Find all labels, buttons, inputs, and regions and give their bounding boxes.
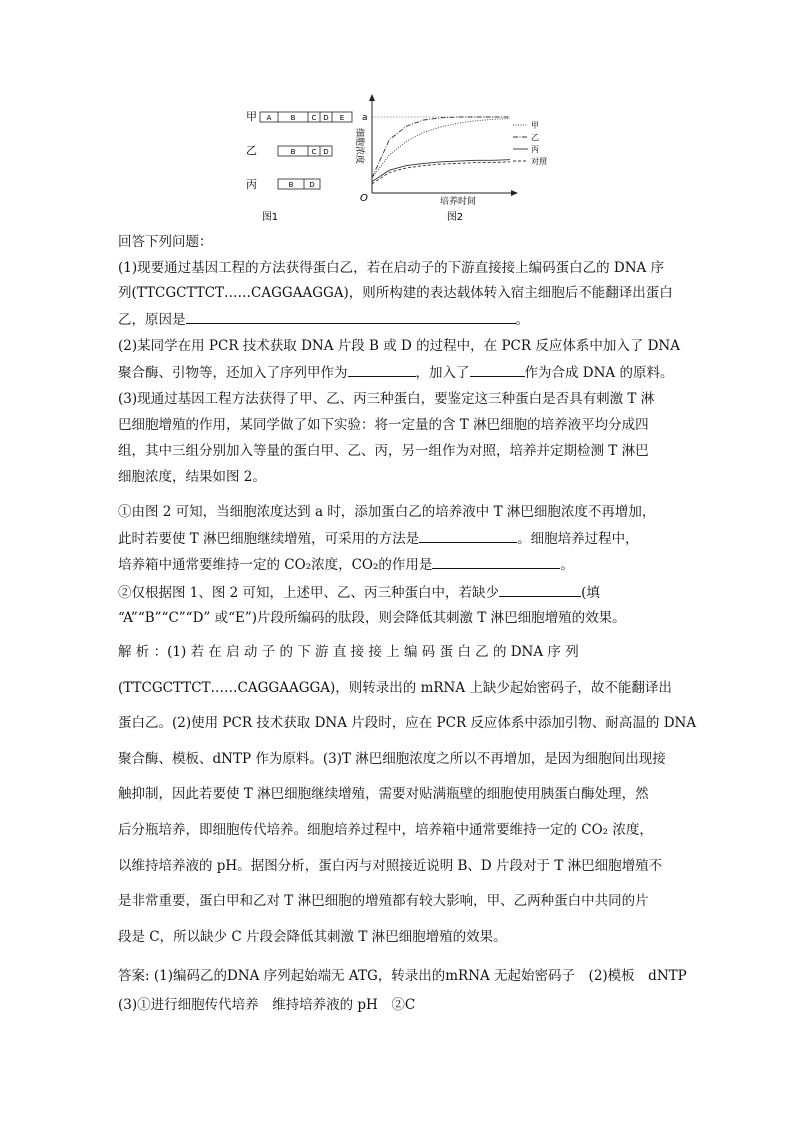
q1-line3 [118,309,678,330]
fig1-yi-seg-D: D [323,148,329,156]
fig1-bing-seg-D: D [309,181,315,189]
q1-line1: (1)现要通过基因工程的方法获得蛋白乙，若在启动子的下游直接接上编码蛋白乙的 DNA 序 [118,260,665,276]
jiexi-line6: 后分瓶培养，即细胞传代培养。细胞培养过程中，培养箱中通常要维持一定的 CO₂ 浓度， [118,822,653,838]
q3a-line2 [118,528,678,549]
fig2-xlabel: 培养时间 [439,197,477,207]
q2-line2 [118,362,678,383]
q3-line4: 细胞浓度，结果如图 2。 [118,469,266,485]
q3a-end: 。 [560,557,574,573]
jiexi-line2: (TTCGCTTCT……CAGGAAGGA)，则转录出的 mRNA 上缺少起始密码子，故不能翻译出 [118,680,672,696]
q3a-blank-1[interactable] [419,528,517,543]
q2-text-a: 聚合酶、引物等，还加入了序列甲作为 [118,365,348,381]
fig2-caption: 图2 [446,212,464,223]
q1-text: 乙，原因是 [118,312,186,328]
fig2-ytick-a: a [362,113,368,123]
q3b-text-a: ②仅根据图 1、图 2 可知，上述甲、乙、丙三种蛋白中，若缺少 [118,585,500,601]
fig1-row-label-bing: 丙 [246,178,257,191]
fig1-seg-A: A [266,114,272,122]
fig2-curve-yi [372,117,510,178]
fig1-seg-D: D [323,114,329,122]
fig1-bing-seg-B: B [288,181,294,189]
fig2-legend-yi: 乙 [531,133,539,142]
jiexi-line4: 聚合酶、模板、dNTP 作为原料。(3)T 淋巴细胞浓度之所以不再增加，是因为细胞间出现接 [118,751,666,767]
q3a-blank-2[interactable] [432,554,560,569]
jiexi-line3: 蛋白乙。(2)使用 PCR 技术获取 DNA 片段时，应在 PCR 反应体系中添加引物、耐高温的 DNA [118,715,697,731]
fig1-seg-B: B [290,114,296,122]
fig1-row-jia-box [260,112,352,122]
fig1-caption: 图1 [261,212,279,223]
fig2-ylabel: 细胞浓度 [354,128,364,165]
q3a-text-b: 。细胞培养过程中， [517,531,639,547]
q2-text-b: ，加入了 [415,365,470,381]
q1-line2: 列(TTCGCTTCT……CAGGAAGGA)，则所构建的表达载体转入宿主细胞后不能翻译出蛋白 [118,285,673,301]
figure-1 [246,110,352,223]
q3a-line3 [118,554,678,575]
figure-area [0,0,794,230]
fig2-legend-jia: 甲 [531,121,539,130]
fig2-legend-bing: 丙 [531,145,539,154]
fig2-origin: O [360,193,368,204]
q3a-line1: ①由图 2 可知，当细胞浓度达到 a 时，添加蛋白乙的培养液中 T 淋巴细胞浓度不再增加， [118,504,656,520]
fig1-yi-seg-B: B [290,148,296,156]
fig1-seg-E: E [339,114,345,122]
fig1-row-label-jia: 甲 [246,110,257,123]
answer-line1: 答案: (1)编码乙的DNA 序列起始端无 ATG，转录出的mRNA 无起始密码子 (2)模板 dNTP [118,968,687,984]
jiexi-line9: 段是 C，所以缺少 C 片段会降低其刺激 T 淋巴细胞增殖的效果。 [118,929,507,945]
q2-text-c: 作为合成 DNA 的原料。 [524,365,674,381]
q3a-text-a: 此时若要使 T 淋巴细胞继续增殖，可采用的方法是 [118,531,420,547]
jiexi-line1: 解 析 ：(1) 若 在 启 动 子 的 下 游 直 接 接 上 编 码 蛋 白 乙 的 DNA 序 列 [118,644,579,660]
q3b-line2: “A”“B”“C”“D” 或“E”)片段所编码的肽段，则会降低其刺激 T 淋巴细胞增殖的效果。 [118,610,626,626]
q3b-blank[interactable] [499,582,581,597]
fig1-yi-seg-C: C [311,148,317,156]
intro: 回答下列问题： [118,234,213,250]
q3b-line1 [118,582,678,603]
q3-line1: (3)现通过基因工程方法获得了甲、乙、丙三种蛋白，要鉴定这三种蛋白是否具有刺激 T 淋 [118,391,655,407]
q3-line2: 巴细胞增殖的作用，某同学做了如下实验：将一定量的含 T 淋巴细胞的培养液平均分成四 [118,417,649,433]
q1-end: 。 [515,312,529,328]
q2-blank-1[interactable] [348,362,416,377]
fig2-curve-duizhao [372,162,510,184]
q3-line3: 组，其中三组分别加入等量的蛋白甲、乙、丙，另一组作为对照，培养并定期检测 T 淋巴 [118,443,649,459]
figure-2 [354,94,548,223]
q2-blank-2[interactable] [470,362,525,377]
q1-blank[interactable] [186,309,516,324]
jiexi-line7: 以维持培养液的 pH。据图分析，蛋白丙与对照接近说明 B、D 片段对于 T 淋巴细胞增殖不 [118,858,663,874]
jiexi-line8: 是非常重要，蛋白甲和乙对 T 淋巴细胞的增殖都有较大影响，甲、乙两种蛋白中共同的片 [118,893,649,909]
q3b-text-b: (填 [581,585,600,601]
fig2-legend-duizhao: 对照 [531,157,547,166]
q2-line1: (2)某同学在用 PCR 技术获取 DNA 片段 B 或 D 的过程中，在 PCR 反应体系中加入了 DNA [118,338,680,354]
fig1-seg-C: C [311,114,317,122]
answer-line2: (3)①进行细胞传代培养 维持培养液的 pH ②C [118,997,416,1013]
q3a-text-c: 培养箱中通常要维持一定的 CO₂浓度，CO₂的作用是 [118,557,433,573]
jiexi-line5: 触抑制，因此若要使 T 淋巴细胞继续增殖，需要对贴满瓶壁的细胞使用胰蛋白酶处理，然 [118,786,649,802]
fig1-row-label-yi: 乙 [246,144,257,157]
